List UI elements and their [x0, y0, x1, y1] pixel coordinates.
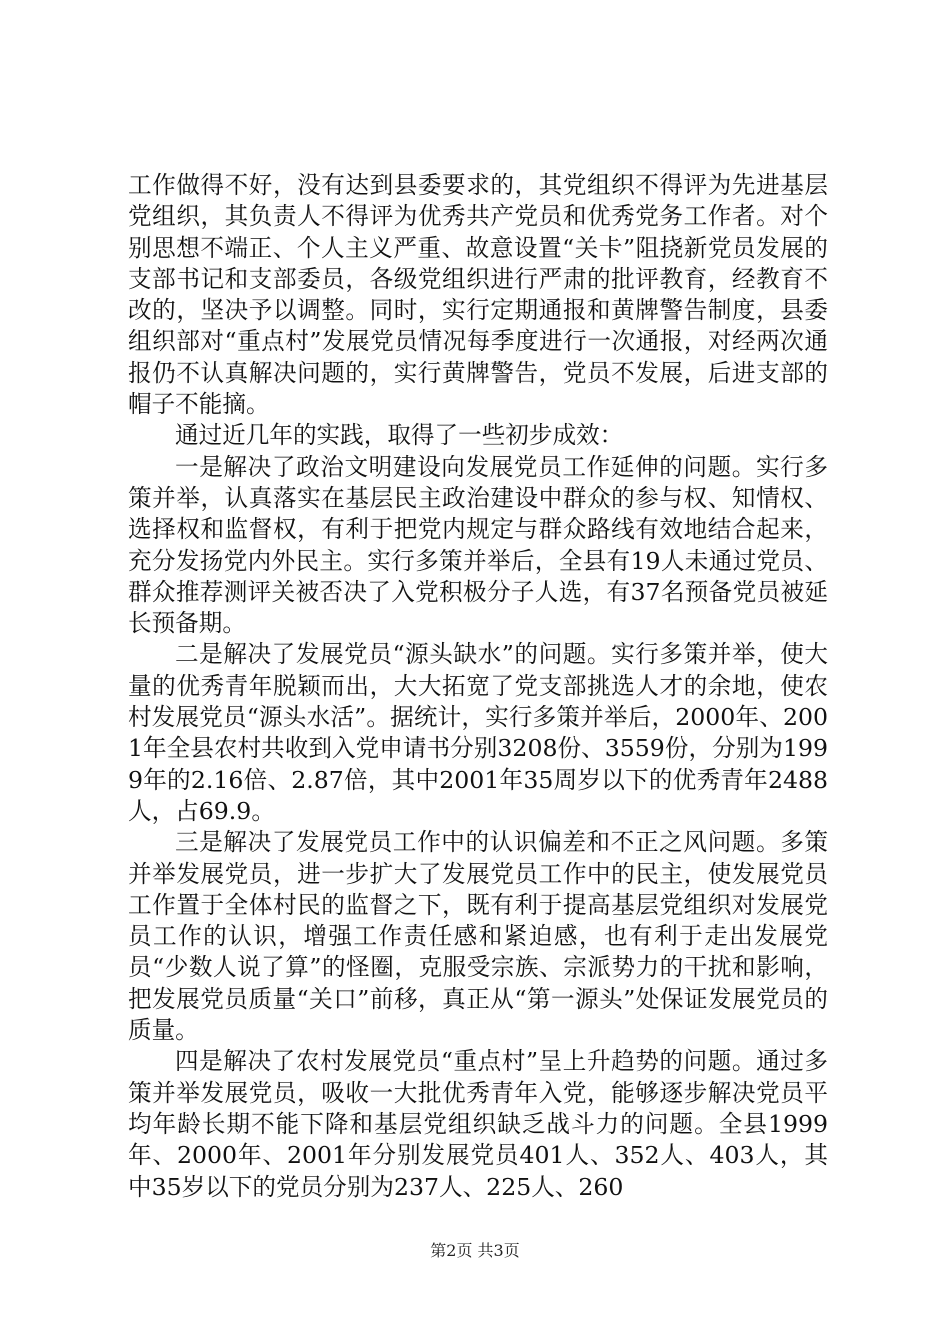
page-footer: 第2页 共3页 — [430, 1241, 520, 1260]
paragraph-results-intro: 通过近几年的实践，取得了一些初步成效： — [175, 421, 624, 450]
document-body — [128, 170, 828, 1203]
paragraph-result-two: 二是解决了发展党员“源头缺水”的问题。实行多策并举，使大量的优秀青年脱颖而出，大大拓宽了党支部挑选人才的余地，使农村发展党员“源头水活”。据统计，实行多策并举后，2000年、2001年全县农村共收到入党申请书分别3208份、3559份，分别为1999年的2.16倍、2.87倍，其中2001年35周岁以下的优秀青年2488人，占69.9。 — [128, 640, 828, 825]
paragraph-result-one: 一是解决了政治文明建设向发展党员工作延伸的问题。实行多策并举，认真落实在基层民主政治建设中群众的参与权、知情权、选择权和监督权，有利于把党内规定与群众路线有效地结合起来，充分发扬党内外民主。实行多策并举后，全县有19人未通过党员、群众推荐测评关被否决了入党积极分子人选，有37名预备党员被延长预备期。 — [128, 452, 828, 638]
paragraph-continuation: 工作做得不好，没有达到县委要求的，其党组织不得评为先进基层党组织，其负责人不得评为优秀共产党员和优秀党务工作者。对个别思想不端正、个人主义严重、故意设置“关卡”阻挠新党员发展的支部书记和支部委员，各级党组织进行严肃的批评教育，经教育不改的，坚决予以调整。同时，实行定期通报和黄牌警告制度，县委组织部对“重点村”发展党员情况每季度进行一次通报，对经两次通报仍不认真解决问题的，实行黄牌警告，党员不发展，后进支部的帽子不能摘。 — [128, 171, 828, 419]
paragraph-result-three: 三是解决了发展党员工作中的认识偏差和不正之风问题。多策并举发展党员，进一步扩大了发展党员工作中的民主，使发展党员工作置于全体村民的监督之下，既有利于提高基层党组织对发展党员工作的认识，增强工作责任感和紧迫感，也有利于走出发展党员“少数人说了算”的怪圈，克服受宗族、宗派势力的干扰和影响，把发展党员质量“关口”前移，真正从“第一源头”处保证发展党员的质量。 — [128, 828, 828, 1045]
paragraph-result-four: 四是解决了农村发展党员“重点村”呈上升趋势的问题。通过多策并举发展党员，吸收一大批优秀青年入党，能够逐步解决党员平均年龄长期不能下降和基层党组织缺乏战斗力的问题。全县1999年、2000年、2001年分别发展党员401人、352人、403人，其中35岁以下的党员分别为237人、225人、260 — [128, 1047, 828, 1201]
